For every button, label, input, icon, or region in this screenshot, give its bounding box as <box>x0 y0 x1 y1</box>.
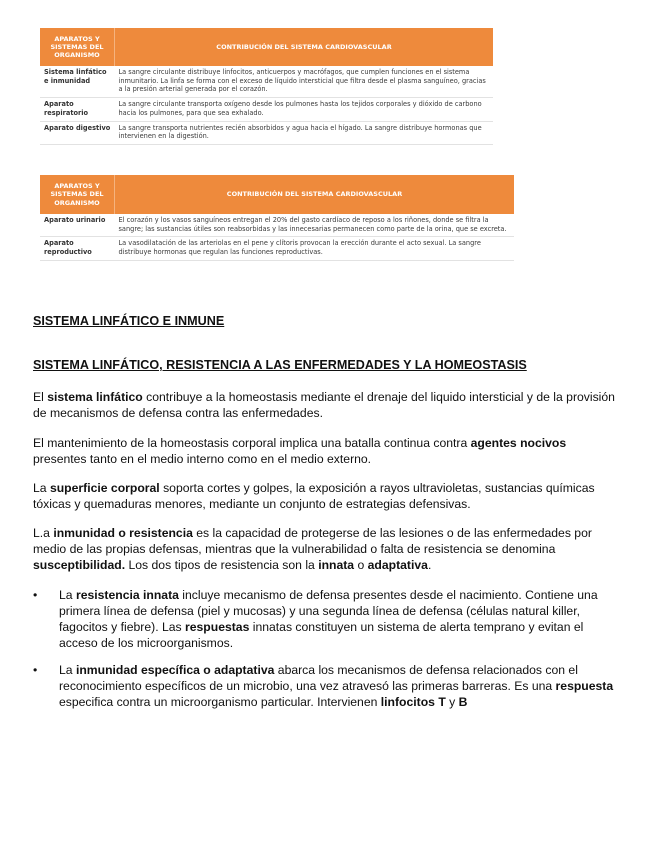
paragraph-body-surface: La superficie corporal soporta cortes y golpes, la exposición a rayos ultravioletas, sustancias químicas tóxicas y quemaduras menores, mediante un conjunto de estrategias defensivas. <box>33 481 595 511</box>
description-cell: La sangre transporta nutrientes recién absorbidos y agua hacia el hígado. La sangre distribuye hormonas que intervienen en la digestión. <box>115 121 494 144</box>
column-header-systems: APARATOS Y SISTEMAS DEL ORGANISMO <box>40 28 115 66</box>
description-cell: La sangre circulante distribuye linfocitos, anticuerpos y macrófagos, que cumplen funciones en el sistema inmunitario. La linfa se forma con el exceso de líquido intersticial que filtra desde el plasma sanguíneo, gracias a la presión arterial generada por el corazón. <box>115 66 494 98</box>
paragraph-immunity: L.a inmunidad o resistencia es la capacidad de protegerse de las lesiones o de las enfermedades por medio de las propias defensas, mientras que la vulnerabilidad o falta de resistencia se denomina susceptibilidad. Los dos tipos de resistencia son la innata o adaptativa. <box>33 526 592 572</box>
system-cell: Sistema linfático e inmunidad <box>40 66 115 98</box>
column-header-contribution: CONTRIBUCIÓN DEL SISTEMA CARDIOVASCULAR <box>115 28 494 66</box>
list-item-text: La inmunidad específica o adaptativa abarca los mecanismos de defensa relacionados con el reconocimiento específicos de un microbio, una vez atravesó las primeras barreras. Es una respuesta especifica contra un microorganismo particular. Intervienen linfocitos T y B <box>59 663 614 709</box>
column-header-contribution: CONTRIBUCIÓN DEL SISTEMA CARDIOVASCULAR <box>115 175 515 214</box>
description-cell: El corazón y los vasos sanguíneos entregan el 20% del gasto cardíaco de reposo a los riñones, donde se filtra la sangre; las sustancias útiles son reabsorbidas y las innecesarias permanecen como parte de la orina, que se excreta. <box>115 214 515 237</box>
section-subheading: SISTEMA LINFÁTICO, RESISTENCIA A LAS ENFERMEDADES Y LA HOMEOSTASIS <box>33 358 527 372</box>
cardiovascular-contribution-table-1 <box>40 28 493 145</box>
section-heading: SISTEMA LINFÁTICO E INMUNE <box>33 314 225 328</box>
system-cell: Aparato reproductivo <box>40 237 115 260</box>
table-header-row <box>40 28 493 66</box>
paragraph-lymphatic-system: El sistema linfático contribuye a la homeostasis mediante el drenaje del liquido intersticial y de la provisión de mecanismos de defensa contra las enfermedades. <box>33 390 615 420</box>
table-row <box>40 214 514 237</box>
description-cell: La vasodilatación de las arteriolas en el pene y clítoris provocan la erección durante el acto sexual. La sangre distribuye hormonas que regulan las funciones reproductivas. <box>115 237 515 260</box>
system-cell: Aparato respiratorio <box>40 98 115 121</box>
table-header-row <box>40 175 514 214</box>
system-cell: Aparato digestivo <box>40 121 115 144</box>
table-row <box>40 237 514 260</box>
description-cell: La sangre circulante transporta oxígeno desde los pulmones hasta los tejidos corporales y dióxido de carbono hacia los pulmones, para que sea exhalado. <box>115 98 494 121</box>
column-header-systems: APARATOS Y SISTEMAS DEL ORGANISMO <box>40 175 115 214</box>
table-row <box>40 98 493 121</box>
table-row <box>40 121 493 144</box>
bullet-marker: • <box>33 588 38 602</box>
system-cell: Aparato urinario <box>40 214 115 237</box>
list-item-text: La resistencia innata incluye mecanismo de defensa presentes desde el nacimiento. Contiene una primera línea de defensa (piel y mucosas) y una segunda línea de defensa (células natural killer, fagocitos y fiebre). Las respuestas innatas constituyen un sistema de alerta temprano y evitan el acceso de los microorganismos. <box>59 588 598 650</box>
cardiovascular-contribution-table-2 <box>40 175 514 261</box>
table-row <box>40 66 493 98</box>
paragraph-homeostasis: El mantenimiento de la homeostasis corporal implica una batalla continua contra agentes nocivos presentes tanto en el medio interno como en el medio externo. <box>33 436 567 466</box>
bullet-marker: • <box>33 663 38 677</box>
